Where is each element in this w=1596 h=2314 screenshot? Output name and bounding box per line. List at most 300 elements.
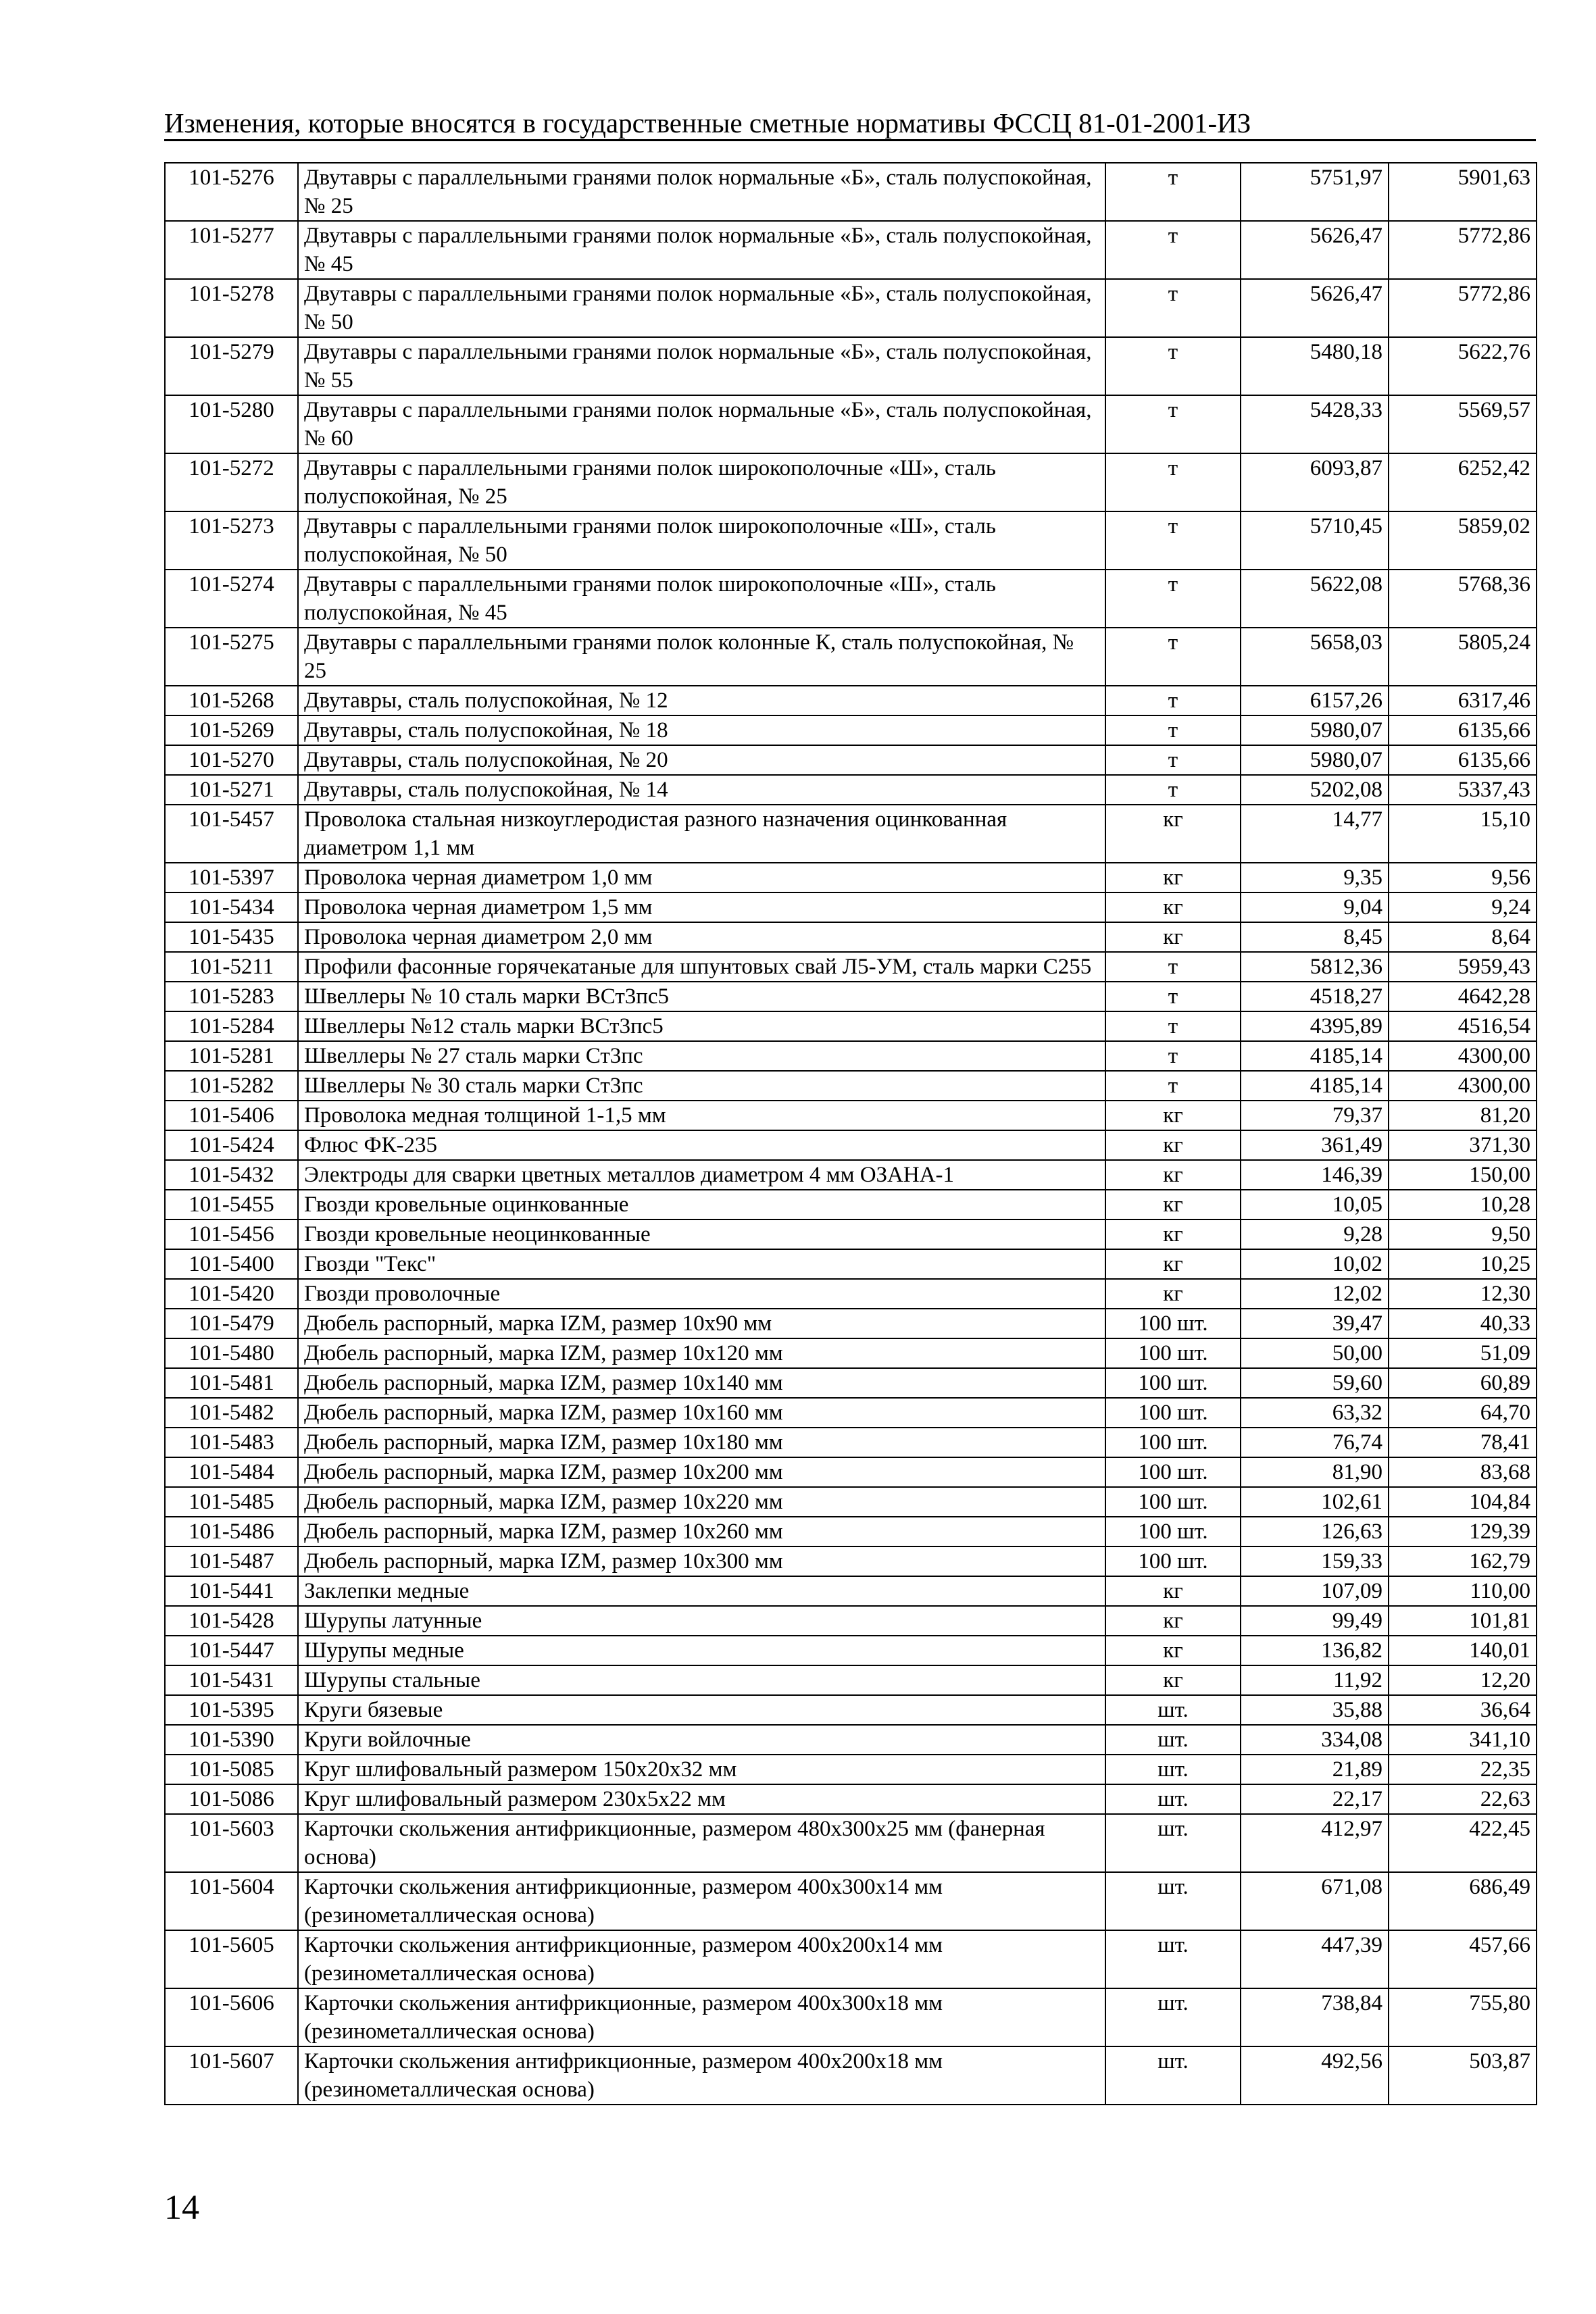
material-code: 101-5420 bbox=[165, 1279, 298, 1309]
unit-of-measure: т bbox=[1105, 686, 1241, 715]
material-name: Гвозди "Текс" bbox=[298, 1249, 1105, 1279]
material-name: Швеллеры № 10 сталь марки ВСт3пс5 bbox=[298, 982, 1105, 1011]
material-code: 101-5406 bbox=[165, 1101, 298, 1130]
table-row bbox=[165, 1160, 1537, 1190]
unit-of-measure: шт. bbox=[1105, 1930, 1241, 1988]
unit-of-measure: кг bbox=[1105, 922, 1241, 952]
material-code: 101-5271 bbox=[165, 775, 298, 805]
price-current: 39,47 bbox=[1241, 1309, 1389, 1338]
table-row bbox=[165, 686, 1537, 715]
table-row bbox=[165, 1814, 1537, 1872]
unit-of-measure: т bbox=[1105, 453, 1241, 511]
unit-of-measure: кг bbox=[1105, 805, 1241, 863]
material-name: Двутавры, сталь полуспокойная, № 18 bbox=[298, 715, 1105, 745]
price-current: 5980,07 bbox=[1241, 715, 1389, 745]
unit-of-measure: кг bbox=[1105, 1190, 1241, 1219]
unit-of-measure: 100 шт. bbox=[1105, 1368, 1241, 1398]
unit-of-measure: кг bbox=[1105, 1665, 1241, 1695]
material-code: 101-5441 bbox=[165, 1576, 298, 1606]
price-new: 78,41 bbox=[1389, 1428, 1537, 1457]
price-new: 4516,54 bbox=[1389, 1011, 1537, 1041]
price-current: 6093,87 bbox=[1241, 453, 1389, 511]
material-name: Гвозди проволочные bbox=[298, 1279, 1105, 1309]
material-code: 101-5480 bbox=[165, 1338, 298, 1368]
material-code: 101-5434 bbox=[165, 892, 298, 922]
material-code: 101-5390 bbox=[165, 1725, 298, 1755]
unit-of-measure: т bbox=[1105, 163, 1241, 221]
price-new: 22,63 bbox=[1389, 1784, 1537, 1814]
price-new: 83,68 bbox=[1389, 1457, 1537, 1487]
price-new: 6135,66 bbox=[1389, 745, 1537, 775]
price-current: 5812,36 bbox=[1241, 952, 1389, 982]
material-code: 101-5273 bbox=[165, 511, 298, 570]
price-new: 6317,46 bbox=[1389, 686, 1537, 715]
material-code: 101-5435 bbox=[165, 922, 298, 952]
price-current: 5980,07 bbox=[1241, 745, 1389, 775]
unit-of-measure: 100 шт. bbox=[1105, 1457, 1241, 1487]
price-current: 126,63 bbox=[1241, 1517, 1389, 1546]
material-code: 101-5269 bbox=[165, 715, 298, 745]
price-new: 457,66 bbox=[1389, 1930, 1537, 1988]
table-row bbox=[165, 863, 1537, 892]
unit-of-measure: кг bbox=[1105, 1576, 1241, 1606]
price-new: 129,39 bbox=[1389, 1517, 1537, 1546]
material-name: Дюбель распорный, марка IZM, размер 10x180 мм bbox=[298, 1428, 1105, 1457]
price-new: 8,64 bbox=[1389, 922, 1537, 952]
unit-of-measure: т bbox=[1105, 337, 1241, 395]
table-row bbox=[165, 1219, 1537, 1249]
material-name: Круг шлифовальный размером 230x5x22 мм bbox=[298, 1784, 1105, 1814]
unit-of-measure: 100 шт. bbox=[1105, 1398, 1241, 1428]
table-row bbox=[165, 1755, 1537, 1784]
price-new: 5859,02 bbox=[1389, 511, 1537, 570]
material-code: 101-5281 bbox=[165, 1041, 298, 1071]
material-code: 101-5484 bbox=[165, 1457, 298, 1487]
price-current: 9,04 bbox=[1241, 892, 1389, 922]
unit-of-measure: т bbox=[1105, 1041, 1241, 1071]
unit-of-measure: шт. bbox=[1105, 1814, 1241, 1872]
price-current: 14,77 bbox=[1241, 805, 1389, 863]
material-name: Проволока медная толщиной 1-1,5 мм bbox=[298, 1101, 1105, 1130]
price-current: 21,89 bbox=[1241, 1755, 1389, 1784]
material-code: 101-5279 bbox=[165, 337, 298, 395]
price-new: 51,09 bbox=[1389, 1338, 1537, 1368]
unit-of-measure: т bbox=[1105, 745, 1241, 775]
price-new: 140,01 bbox=[1389, 1636, 1537, 1665]
material-name: Двутавры, сталь полуспокойная, № 14 bbox=[298, 775, 1105, 805]
material-name: Карточки скольжения антифрикционные, размером 400x300x14 мм (резинометаллическая основа) bbox=[298, 1872, 1105, 1930]
price-current: 63,32 bbox=[1241, 1398, 1389, 1428]
material-name: Дюбель распорный, марка IZM, размер 10x140 мм bbox=[298, 1368, 1105, 1398]
price-new: 6252,42 bbox=[1389, 453, 1537, 511]
table-row bbox=[165, 511, 1537, 570]
material-name: Карточки скольжения антифрикционные, размером 480x300x25 мм (фанерная основа) bbox=[298, 1814, 1105, 1872]
price-current: 5751,97 bbox=[1241, 163, 1389, 221]
material-name: Двутавры, сталь полуспокойная, № 12 bbox=[298, 686, 1105, 715]
price-current: 5202,08 bbox=[1241, 775, 1389, 805]
material-name: Карточки скольжения антифрикционные, размером 400x200x18 мм (резинометаллическая основа) bbox=[298, 2046, 1105, 2105]
price-current: 5658,03 bbox=[1241, 628, 1389, 686]
material-name: Швеллеры № 27 сталь марки Ст3пс bbox=[298, 1041, 1105, 1071]
table-row bbox=[165, 1130, 1537, 1160]
unit-of-measure: кг bbox=[1105, 1130, 1241, 1160]
price-new: 36,64 bbox=[1389, 1695, 1537, 1725]
material-name: Карточки скольжения антифрикционные, размером 400x200x14 мм (резинометаллическая основа) bbox=[298, 1930, 1105, 1988]
price-current: 447,39 bbox=[1241, 1930, 1389, 1988]
material-name: Дюбель распорный, марка IZM, размер 10x90 мм bbox=[298, 1309, 1105, 1338]
material-name: Шурупы медные bbox=[298, 1636, 1105, 1665]
material-code: 101-5487 bbox=[165, 1546, 298, 1576]
price-new: 4300,00 bbox=[1389, 1041, 1537, 1071]
unit-of-measure: т bbox=[1105, 1071, 1241, 1101]
material-code: 101-5486 bbox=[165, 1517, 298, 1546]
material-name: Двутавры с параллельными гранями полок широкополочные «Ш», сталь полуспокойная, № 50 bbox=[298, 511, 1105, 570]
price-new: 10,28 bbox=[1389, 1190, 1537, 1219]
table-row bbox=[165, 1428, 1537, 1457]
price-current: 5626,47 bbox=[1241, 221, 1389, 279]
material-name: Двутавры с параллельными гранями полок колонные К, сталь полуспокойная, № 25 bbox=[298, 628, 1105, 686]
material-code: 101-5400 bbox=[165, 1249, 298, 1279]
price-current: 6157,26 bbox=[1241, 686, 1389, 715]
material-name: Двутавры с параллельными гранями полок широкополочные «Ш», сталь полуспокойная, № 45 bbox=[298, 570, 1105, 628]
material-name: Дюбель распорный, марка IZM, размер 10x120 мм bbox=[298, 1338, 1105, 1368]
price-new: 5772,86 bbox=[1389, 279, 1537, 337]
material-code: 101-5447 bbox=[165, 1636, 298, 1665]
price-new: 5901,63 bbox=[1389, 163, 1537, 221]
material-code: 101-5481 bbox=[165, 1368, 298, 1398]
table-row bbox=[165, 163, 1537, 221]
table-row bbox=[165, 1279, 1537, 1309]
unit-of-measure: т bbox=[1105, 775, 1241, 805]
material-code: 101-5424 bbox=[165, 1130, 298, 1160]
price-new: 686,49 bbox=[1389, 1872, 1537, 1930]
material-name: Гвозди кровельные неоцинкованные bbox=[298, 1219, 1105, 1249]
table-row bbox=[165, 337, 1537, 395]
price-current: 412,97 bbox=[1241, 1814, 1389, 1872]
material-code: 101-5274 bbox=[165, 570, 298, 628]
material-code: 101-5275 bbox=[165, 628, 298, 686]
price-current: 159,33 bbox=[1241, 1546, 1389, 1576]
header-rule bbox=[164, 139, 1536, 141]
table-row bbox=[165, 1011, 1537, 1041]
price-new: 5768,36 bbox=[1389, 570, 1537, 628]
price-current: 361,49 bbox=[1241, 1130, 1389, 1160]
table-row bbox=[165, 570, 1537, 628]
unit-of-measure: 100 шт. bbox=[1105, 1338, 1241, 1368]
unit-of-measure: 100 шт. bbox=[1105, 1428, 1241, 1457]
table-row bbox=[165, 279, 1537, 337]
price-current: 10,05 bbox=[1241, 1190, 1389, 1219]
material-code: 101-5268 bbox=[165, 686, 298, 715]
table-row bbox=[165, 1725, 1537, 1755]
material-code: 101-5270 bbox=[165, 745, 298, 775]
price-current: 35,88 bbox=[1241, 1695, 1389, 1725]
material-name: Круги бязевые bbox=[298, 1695, 1105, 1725]
unit-of-measure: шт. bbox=[1105, 1872, 1241, 1930]
material-code: 101-5432 bbox=[165, 1160, 298, 1190]
material-code: 101-5479 bbox=[165, 1309, 298, 1338]
price-new: 9,24 bbox=[1389, 892, 1537, 922]
price-current: 12,02 bbox=[1241, 1279, 1389, 1309]
price-current: 671,08 bbox=[1241, 1872, 1389, 1930]
table-row bbox=[165, 221, 1537, 279]
table-row bbox=[165, 1338, 1537, 1368]
price-new: 4642,28 bbox=[1389, 982, 1537, 1011]
table-row bbox=[165, 805, 1537, 863]
price-new: 755,80 bbox=[1389, 1988, 1537, 2046]
price-current: 5428,33 bbox=[1241, 395, 1389, 453]
price-new: 110,00 bbox=[1389, 1576, 1537, 1606]
material-name: Проволока стальная низкоуглеродистая разного назначения оцинкованная диаметром 1,1 мм bbox=[298, 805, 1105, 863]
table-row bbox=[165, 1457, 1537, 1487]
unit-of-measure: 100 шт. bbox=[1105, 1487, 1241, 1517]
material-name: Дюбель распорный, марка IZM, размер 10x300 мм bbox=[298, 1546, 1105, 1576]
price-current: 81,90 bbox=[1241, 1457, 1389, 1487]
price-new: 503,87 bbox=[1389, 2046, 1537, 2105]
material-code: 101-5278 bbox=[165, 279, 298, 337]
material-name: Дюбель распорный, марка IZM, размер 10x260 мм bbox=[298, 1517, 1105, 1546]
material-code: 101-5085 bbox=[165, 1755, 298, 1784]
price-current: 22,17 bbox=[1241, 1784, 1389, 1814]
material-code: 101-5211 bbox=[165, 952, 298, 982]
unit-of-measure: т bbox=[1105, 279, 1241, 337]
material-code: 101-5603 bbox=[165, 1814, 298, 1872]
material-code: 101-5485 bbox=[165, 1487, 298, 1517]
price-new: 150,00 bbox=[1389, 1160, 1537, 1190]
price-new: 104,84 bbox=[1389, 1487, 1537, 1517]
price-new: 40,33 bbox=[1389, 1309, 1537, 1338]
material-code: 101-5482 bbox=[165, 1398, 298, 1428]
unit-of-measure: т bbox=[1105, 1011, 1241, 1041]
price-current: 102,61 bbox=[1241, 1487, 1389, 1517]
unit-of-measure: кг bbox=[1105, 1606, 1241, 1636]
table-row bbox=[165, 1930, 1537, 1988]
material-name: Шурупы латунные bbox=[298, 1606, 1105, 1636]
material-name: Проволока черная диаметром 1,5 мм bbox=[298, 892, 1105, 922]
material-name: Швеллеры № 30 сталь марки Ст3пс bbox=[298, 1071, 1105, 1101]
unit-of-measure: т bbox=[1105, 511, 1241, 570]
material-name: Двутавры с параллельными гранями полок нормальные «Б», сталь полуспокойная, № 50 bbox=[298, 279, 1105, 337]
price-new: 371,30 bbox=[1389, 1130, 1537, 1160]
unit-of-measure: шт. bbox=[1105, 1755, 1241, 1784]
material-name: Двутавры, сталь полуспокойная, № 20 bbox=[298, 745, 1105, 775]
material-code: 101-5483 bbox=[165, 1428, 298, 1457]
price-current: 76,74 bbox=[1241, 1428, 1389, 1457]
price-current: 8,45 bbox=[1241, 922, 1389, 952]
material-name: Швеллеры №12 сталь марки ВСт3пс5 bbox=[298, 1011, 1105, 1041]
price-current: 10,02 bbox=[1241, 1249, 1389, 1279]
page-number: 14 bbox=[164, 2188, 199, 2227]
material-name: Двутавры с параллельными гранями полок нормальные «Б», сталь полуспокойная, № 25 bbox=[298, 163, 1105, 221]
price-table-body bbox=[165, 163, 1537, 2105]
material-code: 101-5282 bbox=[165, 1071, 298, 1101]
page-header: Изменения, которые вносятся в государственные сметные нормативы ФССЦ 81-01-2001-ИЗ bbox=[164, 107, 1251, 139]
price-current: 9,35 bbox=[1241, 863, 1389, 892]
material-code: 101-5395 bbox=[165, 1695, 298, 1725]
price-new: 60,89 bbox=[1389, 1368, 1537, 1398]
price-new: 12,20 bbox=[1389, 1665, 1537, 1695]
table-row bbox=[165, 1041, 1537, 1071]
unit-of-measure: 100 шт. bbox=[1105, 1546, 1241, 1576]
unit-of-measure: 100 шт. bbox=[1105, 1517, 1241, 1546]
price-current: 107,09 bbox=[1241, 1576, 1389, 1606]
price-new: 15,10 bbox=[1389, 805, 1537, 863]
price-current: 4518,27 bbox=[1241, 982, 1389, 1011]
table-row bbox=[165, 1606, 1537, 1636]
price-new: 81,20 bbox=[1389, 1101, 1537, 1130]
unit-of-measure: шт. bbox=[1105, 1988, 1241, 2046]
price-new: 422,45 bbox=[1389, 1814, 1537, 1872]
material-code: 101-5456 bbox=[165, 1219, 298, 1249]
price-current: 5622,08 bbox=[1241, 570, 1389, 628]
material-code: 101-5283 bbox=[165, 982, 298, 1011]
unit-of-measure: т bbox=[1105, 952, 1241, 982]
table-row bbox=[165, 745, 1537, 775]
table-row bbox=[165, 1988, 1537, 2046]
table-row bbox=[165, 922, 1537, 952]
unit-of-measure: кг bbox=[1105, 1249, 1241, 1279]
price-new: 9,50 bbox=[1389, 1219, 1537, 1249]
unit-of-measure: шт. bbox=[1105, 2046, 1241, 2105]
unit-of-measure: кг bbox=[1105, 1279, 1241, 1309]
material-code: 101-5277 bbox=[165, 221, 298, 279]
material-name: Флюс ФК-235 bbox=[298, 1130, 1105, 1160]
price-current: 4185,14 bbox=[1241, 1041, 1389, 1071]
material-name: Двутавры с параллельными гранями полок широкополочные «Ш», сталь полуспокойная, № 25 bbox=[298, 453, 1105, 511]
price-current: 5710,45 bbox=[1241, 511, 1389, 570]
unit-of-measure: кг bbox=[1105, 1101, 1241, 1130]
price-current: 99,49 bbox=[1241, 1606, 1389, 1636]
price-new: 5805,24 bbox=[1389, 628, 1537, 686]
price-current: 334,08 bbox=[1241, 1725, 1389, 1755]
material-name: Дюбель распорный, марка IZM, размер 10x200 мм bbox=[298, 1457, 1105, 1487]
material-code: 101-5428 bbox=[165, 1606, 298, 1636]
unit-of-measure: шт. bbox=[1105, 1784, 1241, 1814]
price-current: 146,39 bbox=[1241, 1160, 1389, 1190]
unit-of-measure: т bbox=[1105, 221, 1241, 279]
unit-of-measure: т bbox=[1105, 570, 1241, 628]
material-name: Профили фасонные горячекатаные для шпунтовых свай Л5-УМ, сталь марки С255 bbox=[298, 952, 1105, 982]
price-current: 4185,14 bbox=[1241, 1071, 1389, 1101]
price-new: 4300,00 bbox=[1389, 1071, 1537, 1101]
material-name: Двутавры с параллельными гранями полок нормальные «Б», сталь полуспокойная, № 55 bbox=[298, 337, 1105, 395]
unit-of-measure: шт. bbox=[1105, 1695, 1241, 1725]
material-name: Карточки скольжения антифрикционные, размером 400x300x18 мм (резинометаллическая основа) bbox=[298, 1988, 1105, 2046]
unit-of-measure: кг bbox=[1105, 863, 1241, 892]
unit-of-measure: т bbox=[1105, 395, 1241, 453]
table-row bbox=[165, 1695, 1537, 1725]
material-name: Гвозди кровельные оцинкованные bbox=[298, 1190, 1105, 1219]
table-row bbox=[165, 1872, 1537, 1930]
unit-of-measure: кг bbox=[1105, 1160, 1241, 1190]
price-current: 79,37 bbox=[1241, 1101, 1389, 1130]
material-code: 101-5457 bbox=[165, 805, 298, 863]
price-table bbox=[164, 162, 1537, 2105]
table-row bbox=[165, 1309, 1537, 1338]
material-code: 101-5606 bbox=[165, 1988, 298, 2046]
material-code: 101-5280 bbox=[165, 395, 298, 453]
price-current: 50,00 bbox=[1241, 1338, 1389, 1368]
material-code: 101-5284 bbox=[165, 1011, 298, 1041]
unit-of-measure: шт. bbox=[1105, 1725, 1241, 1755]
table-row bbox=[165, 1576, 1537, 1606]
price-new: 5337,43 bbox=[1389, 775, 1537, 805]
table-row bbox=[165, 715, 1537, 745]
price-new: 10,25 bbox=[1389, 1249, 1537, 1279]
price-new: 5772,86 bbox=[1389, 221, 1537, 279]
material-name: Круг шлифовальный размером 150x20x32 мм bbox=[298, 1755, 1105, 1784]
material-name: Двутавры с параллельными гранями полок нормальные «Б», сталь полуспокойная, № 45 bbox=[298, 221, 1105, 279]
material-name: Проволока черная диаметром 1,0 мм bbox=[298, 863, 1105, 892]
material-code: 101-5604 bbox=[165, 1872, 298, 1930]
table-row bbox=[165, 1368, 1537, 1398]
unit-of-measure: т bbox=[1105, 982, 1241, 1011]
table-row bbox=[165, 1101, 1537, 1130]
price-current: 738,84 bbox=[1241, 1988, 1389, 2046]
price-new: 5569,57 bbox=[1389, 395, 1537, 453]
table-row bbox=[165, 775, 1537, 805]
price-new: 101,81 bbox=[1389, 1606, 1537, 1636]
price-current: 9,28 bbox=[1241, 1219, 1389, 1249]
unit-of-measure: кг bbox=[1105, 1219, 1241, 1249]
material-code: 101-5272 bbox=[165, 453, 298, 511]
table-row bbox=[165, 1071, 1537, 1101]
unit-of-measure: 100 шт. bbox=[1105, 1309, 1241, 1338]
material-code: 101-5431 bbox=[165, 1665, 298, 1695]
table-row bbox=[165, 892, 1537, 922]
material-name: Дюбель распорный, марка IZM, размер 10x160 мм bbox=[298, 1398, 1105, 1428]
material-name: Двутавры с параллельными гранями полок нормальные «Б», сталь полуспокойная, № 60 bbox=[298, 395, 1105, 453]
price-current: 11,92 bbox=[1241, 1665, 1389, 1695]
price-current: 59,60 bbox=[1241, 1368, 1389, 1398]
price-new: 9,56 bbox=[1389, 863, 1537, 892]
material-code: 101-5276 bbox=[165, 163, 298, 221]
table-row bbox=[165, 628, 1537, 686]
table-row bbox=[165, 1190, 1537, 1219]
table-row bbox=[165, 1665, 1537, 1695]
price-new: 12,30 bbox=[1389, 1279, 1537, 1309]
table-row bbox=[165, 453, 1537, 511]
table-row bbox=[165, 1546, 1537, 1576]
unit-of-measure: т bbox=[1105, 715, 1241, 745]
table-row bbox=[165, 1517, 1537, 1546]
price-new: 6135,66 bbox=[1389, 715, 1537, 745]
material-name: Дюбель распорный, марка IZM, размер 10x220 мм bbox=[298, 1487, 1105, 1517]
table-row bbox=[165, 982, 1537, 1011]
price-new: 5959,43 bbox=[1389, 952, 1537, 982]
price-current: 5626,47 bbox=[1241, 279, 1389, 337]
table-row bbox=[165, 1784, 1537, 1814]
material-code: 101-5455 bbox=[165, 1190, 298, 1219]
material-code: 101-5086 bbox=[165, 1784, 298, 1814]
table-row bbox=[165, 1487, 1537, 1517]
price-current: 5480,18 bbox=[1241, 337, 1389, 395]
price-current: 136,82 bbox=[1241, 1636, 1389, 1665]
price-new: 341,10 bbox=[1389, 1725, 1537, 1755]
table-row bbox=[165, 395, 1537, 453]
price-new: 22,35 bbox=[1389, 1755, 1537, 1784]
table-row bbox=[165, 1398, 1537, 1428]
material-name: Проволока черная диаметром 2,0 мм bbox=[298, 922, 1105, 952]
material-name: Электроды для сварки цветных металлов диаметром 4 мм ОЗАНА-1 bbox=[298, 1160, 1105, 1190]
material-name: Шурупы стальные bbox=[298, 1665, 1105, 1695]
material-name: Круги войлочные bbox=[298, 1725, 1105, 1755]
table-row bbox=[165, 952, 1537, 982]
price-new: 162,79 bbox=[1389, 1546, 1537, 1576]
table-row bbox=[165, 1249, 1537, 1279]
unit-of-measure: т bbox=[1105, 628, 1241, 686]
unit-of-measure: кг bbox=[1105, 1636, 1241, 1665]
